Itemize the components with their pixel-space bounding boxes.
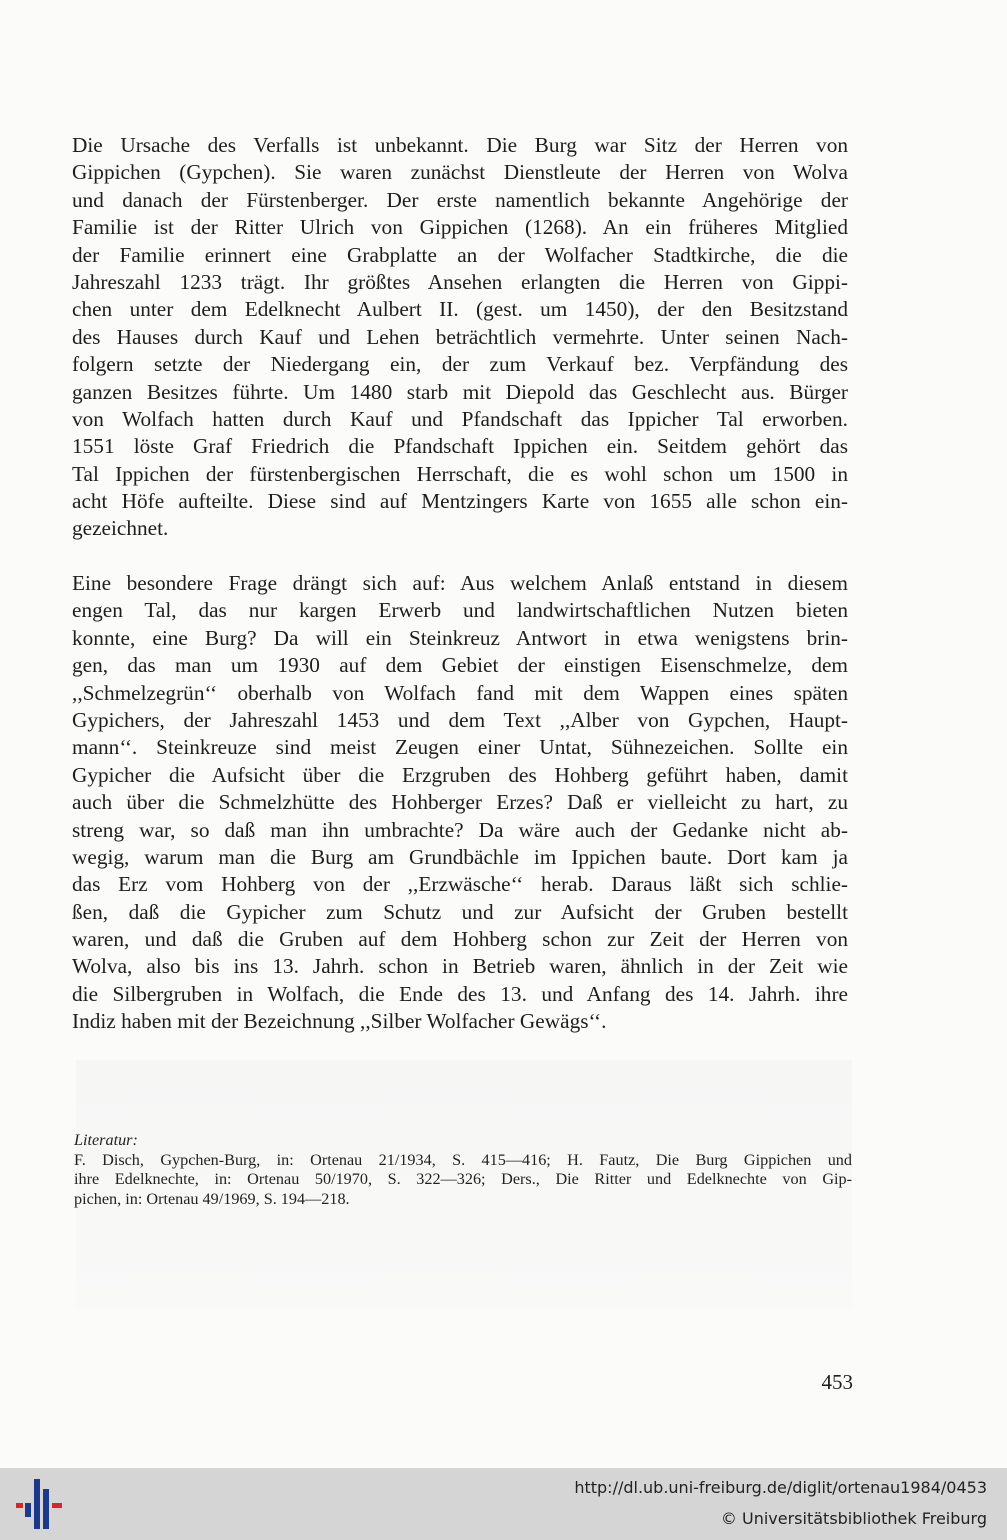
- text-line: gezeichnet.: [72, 516, 169, 541]
- text-line: Gippichen (Gypchen). Sie waren zunächst Dienstleute der Herren von Wolva: [72, 160, 848, 185]
- text-line: mann‘‘. Steinkreuze sind meist Zeugen einer Untat, Sühnezeichen. Sollte ein: [72, 735, 848, 760]
- text-line: acht Höfe aufteilte. Diese sind auf Mentzingers Karte von 1655 alle schon ein-: [72, 489, 848, 514]
- text-line: F. Disch, Gypchen-Burg, in: Ortenau 21/1934, S. 415—416; H. Fautz, Die Burg Gippichen und: [74, 1150, 852, 1169]
- paragraph-2: [72, 570, 848, 1036]
- literature-heading: Literatur:: [74, 1131, 138, 1149]
- text-line: auch über die Schmelzhütte des Hohberger Erzes? Daß er vielleicht zu hart, zu: [72, 790, 848, 815]
- text-line: 1551 löste Graf Friedrich die Pfandschaft Ippichen ein. Seitdem gehört das: [72, 434, 848, 459]
- text-line: pichen, in: Ortenau 49/1969, S. 194—218.: [74, 1189, 350, 1208]
- text-line: Jahreszahl 1233 trägt. Ihr größtes Ansehen erlangten die Herren von Gippi-: [72, 269, 848, 294]
- text-line: der Familie erinnert eine Grabplatte an der Wolfacher Stadtkirche, die die: [72, 242, 848, 267]
- text-line: und danach der Fürstenberger. Der erste namentlich bekannte Angehörige der: [72, 187, 848, 212]
- text-line: Familie ist der Ritter Ulrich von Gippichen (1268). An ein früheres Mitglied: [72, 215, 848, 240]
- text-line: des Hauses durch Kauf und Lehen beträchtlich vermehrte. Unter seinen Nach-: [72, 324, 848, 349]
- text-line: das Erz vom Hohberg von der ,,Erzwäsche‘‘ herab. Daraus läßt sich schlie-: [72, 872, 848, 897]
- text-line: konnte, eine Burg? Da will ein Steinkreuz Antwort in etwa wenigstens brin-: [72, 625, 848, 650]
- text-line: Gypichers, der Jahreszahl 1453 und dem Text ,,Alber von Gypchen, Haupt-: [72, 707, 848, 732]
- text-line: waren, und daß die Gruben auf dem Hohberg schon zur Zeit der Herren von: [72, 927, 848, 952]
- text-line: Die Ursache des Verfalls ist unbekannt. Die Burg war Sitz der Herren von: [72, 133, 848, 157]
- text-line: Tal Ippichen der fürstenbergischen Herrschaft, die es wohl schon um 1500 in: [72, 461, 848, 486]
- text-line: Gypicher die Aufsicht über die Erzgruben des Hohberg geführt haben, damit: [72, 762, 848, 787]
- paragraph-1: [72, 132, 848, 543]
- text-line: folgern setzte der Niedergang ein, der zum Verkauf bez. Verpfändung des: [72, 352, 848, 377]
- footer-bar: [0, 1468, 1007, 1540]
- text-line: engen Tal, das nur kargen Erwerb und landwirtschaftlichen Nutzen bieten: [72, 598, 848, 623]
- text-line: streng war, so daß man ihn umbrachte? Da wäre auch der Gedanke nicht ab-: [72, 817, 848, 842]
- text-line: ßen, daß die Gypicher zum Schutz und zur Aufsicht der Gruben bestellt: [72, 899, 848, 924]
- text-line: chen unter dem Edelknecht Aulbert II. (gest. um 1450), der den Besitzstand: [72, 297, 848, 322]
- text-line: von Wolfach hatten durch Kauf und Pfandschaft das Ippicher Tal erworben.: [72, 406, 848, 431]
- text-line: gen, das man um 1930 auf dem Gebiet der einstigen Eisenschmelze, dem: [72, 653, 848, 678]
- text-line: wegig, warum man die Burg am Grundbächle im Ippichen baute. Dort kam ja: [72, 844, 848, 869]
- text-line: Indiz haben mit der Bezeichnung ,,Silber Wolfacher Gewägs‘‘.: [72, 1009, 607, 1034]
- literature-section: [74, 1131, 852, 1209]
- text-line: ,,Schmelzegrün‘‘ oberhalb von Wolfach fand mit dem Wappen eines späten: [72, 680, 848, 705]
- source-url-link[interactable]: http://dl.ub.uni-freiburg.de/diglit/ortenau1984/0453: [574, 1478, 987, 1497]
- text-line: Wolva, also bis ins 13. Jahrh. schon in Betrieb waren, ähnlich in der Zeit wie: [72, 954, 848, 979]
- page-number: 453: [821, 1370, 853, 1394]
- text-line: ihre Edelknechte, in: Ortenau 50/1970, S. 322—326; Ders., Die Ritter und Edelknechte von Gip-: [74, 1170, 852, 1188]
- copyright-text: © Universitätsbibliothek Freiburg: [720, 1509, 987, 1528]
- text-line: die Silbergruben in Wolfach, die Ende des 13. und Anfang des 14. Jahrh. ihre: [72, 981, 848, 1006]
- text-line: Eine besondere Frage drängt sich auf: Aus welchem Anlaß entstand in diesem: [72, 571, 848, 595]
- text-line: ganzen Besitzes führte. Um 1480 starb mit Diepold das Geschlecht aus. Bürger: [72, 379, 848, 404]
- ub-freiburg-logo-icon: [16, 1479, 64, 1529]
